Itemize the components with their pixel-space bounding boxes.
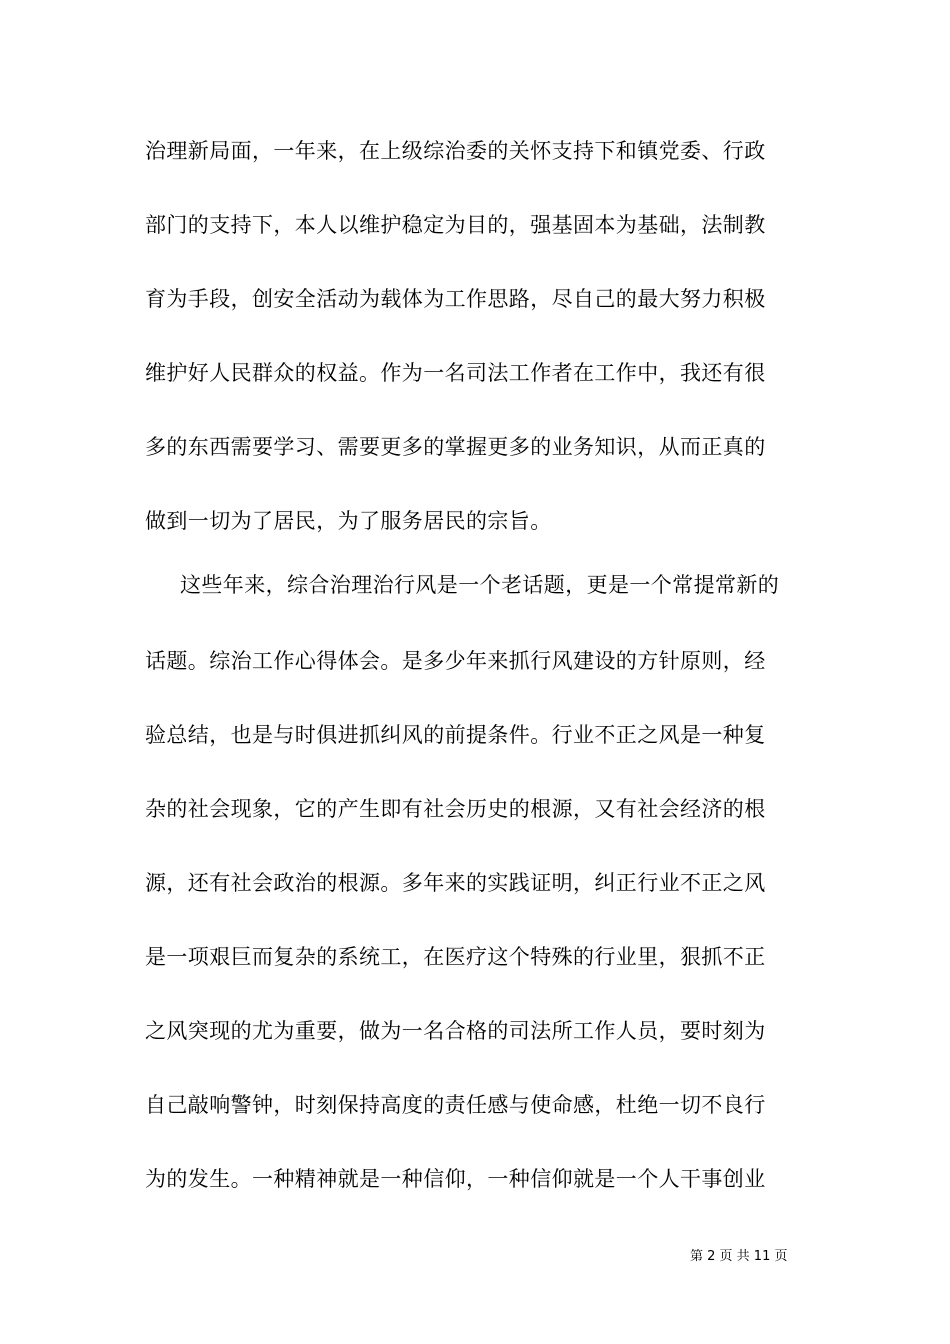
text-line: 维护好人民群众的权益。作为一名司法工作者在工作中，我还有很 — [145, 361, 766, 385]
text-line: 育为手段，创安全活动为载体为工作思路，尽自己的最大努力积极 — [145, 287, 766, 311]
text-line: 治理新局面，一年来，在上级综治委的关怀支持下和镇党委、行政 — [145, 139, 766, 163]
text-line: 部门的支持下，本人以维护稳定为目的，强基固本为基础，法制教 — [145, 213, 766, 237]
text-line: 源，还有社会政治的根源。多年来的实践证明，纠正行业不正之风 — [145, 871, 766, 895]
text-line: 之风突现的尤为重要，做为一名合格的司法所工作人员，要时刻为 — [145, 1019, 766, 1043]
text-line: 自己敲响警钟，时刻保持高度的责任感与使命感，杜绝一切不良行 — [145, 1093, 766, 1117]
text-line: 杂的社会现象，它的产生即有社会历史的根源，又有社会经济的根 — [145, 797, 766, 821]
text-line: 多的东西需要学习、需要更多的掌握更多的业务知识，从而正真的 — [145, 435, 766, 459]
text-line: 验总结，也是与时俱进抓纠风的前提条件。行业不正之风是一种复 — [145, 723, 766, 747]
paragraph-start-line: 这些年来，综合治理治行风是一个老话题，更是一个常提常新的 — [180, 573, 780, 597]
text-line: 为的发生。一种精神就是一种信仰，一种信仰就是一个人干事创业 — [145, 1167, 766, 1191]
text-line: 做到一切为了居民，为了服务居民的宗旨。 — [145, 509, 552, 533]
text-line: 话题。综治工作心得体会。是多少年来抓行风建设的方针原则，经 — [145, 649, 766, 673]
page-number: 第 2 页 共 11 页 — [690, 1249, 788, 1264]
text-line: 是一项艰巨而复杂的系统工，在医疗这个特殊的行业里，狠抓不正 — [145, 945, 766, 969]
